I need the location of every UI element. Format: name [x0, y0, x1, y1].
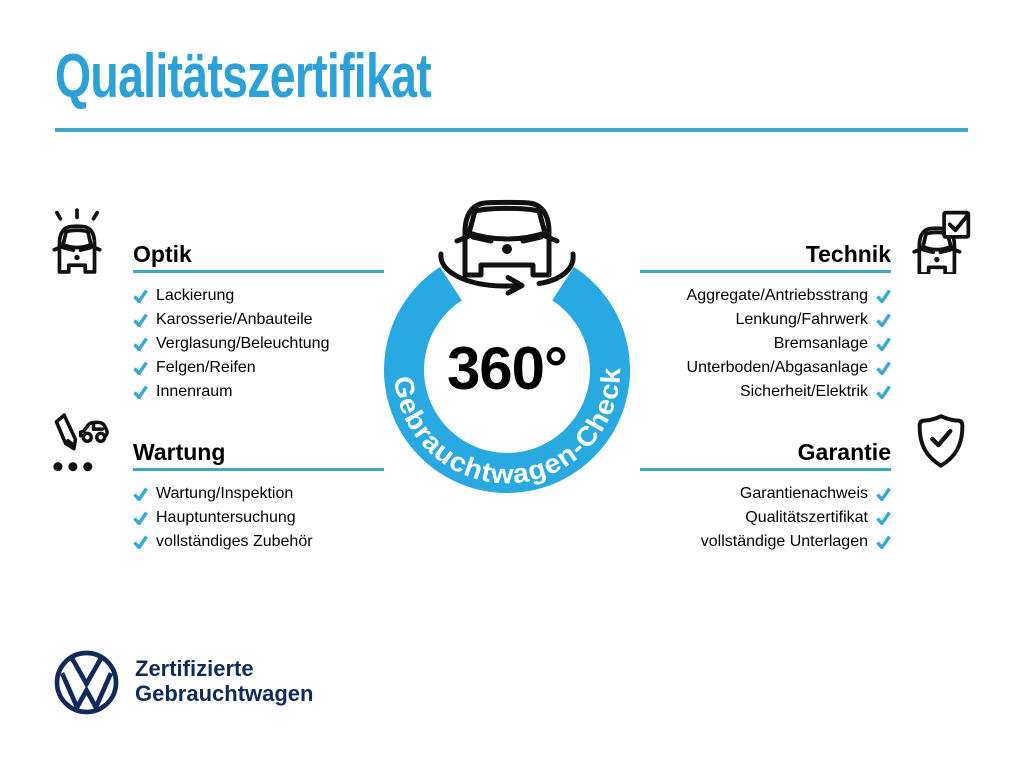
checklist-optik: [133, 284, 384, 404]
check-icon: [876, 361, 891, 375]
section-rule: [133, 270, 384, 273]
check-icon: [133, 289, 148, 303]
checklist-label: Sicherheit/Elektrik: [739, 383, 868, 400]
checklist-label: Verglasung/Beleuchtung: [156, 335, 330, 352]
brand-line1: Zertifizierte: [135, 656, 254, 681]
check-icon: [133, 385, 148, 399]
checklist-label: Lackierung: [156, 287, 235, 304]
checklist-label: Hauptuntersuchung: [156, 509, 296, 526]
checklist-label: vollständige Unterlagen: [700, 533, 868, 550]
section-title-optik: Optik: [133, 241, 192, 267]
section-title-garantie: Garantie: [797, 439, 891, 465]
check-icon: [876, 337, 891, 351]
checklist-label: Unterboden/Abgasanlage: [686, 359, 868, 376]
check-icon: [876, 289, 891, 303]
checklist-item: [640, 482, 891, 506]
checklist-item: [640, 380, 891, 404]
section-garantie: [640, 439, 891, 554]
checklist-item: [133, 482, 384, 506]
page-title: Qualitätszertifikat: [55, 42, 431, 111]
section-technik: [640, 241, 891, 404]
checklist-item: [640, 356, 891, 380]
checklist-item: [640, 332, 891, 356]
section-rule: [133, 468, 384, 471]
checklist-label: Karosserie/Anbauteile: [156, 311, 313, 328]
check-icon: [133, 511, 148, 525]
section-wartung: [133, 439, 384, 554]
check-icon: [133, 313, 148, 327]
checklist-label: Wartung/Inspektion: [156, 485, 294, 502]
checklist-item: [640, 506, 891, 530]
brand-text: [135, 656, 313, 706]
check-icon: [133, 535, 148, 549]
service-checklist-icon: [44, 410, 110, 476]
checklist-label: Aggregate/Antriebsstrang: [686, 287, 868, 304]
check-icon: [133, 361, 148, 375]
checklist-item: [640, 284, 891, 308]
section-optik: [133, 241, 384, 404]
checklist-label: Bremsanlage: [773, 335, 868, 352]
shield-check-icon: [908, 410, 974, 476]
checklist-item: [133, 356, 384, 380]
vw-logo: [53, 649, 120, 716]
checklist-item: [133, 380, 384, 404]
degree-label: 360°: [446, 335, 568, 402]
checklist-item: [133, 308, 384, 332]
checklist-item: [133, 506, 384, 530]
check-icon: [876, 385, 891, 399]
checklist-item: [133, 332, 384, 356]
check-icon: [876, 535, 891, 549]
section-title-wartung: Wartung: [133, 439, 226, 465]
car-rotation-icon: [441, 202, 573, 293]
section-title-technik: Technik: [805, 241, 891, 267]
check-icon: [876, 313, 891, 327]
checklist-item: [640, 308, 891, 332]
checklist-label: Lenkung/Fahrwerk: [735, 311, 868, 328]
checklist-label: Qualitätszertifikat: [745, 509, 868, 526]
car-shine-icon: [44, 208, 110, 274]
checklist-item: [640, 530, 891, 554]
check-icon: [133, 487, 148, 501]
car-checkbox-icon: [908, 208, 974, 274]
check-icon: [133, 337, 148, 351]
360-check-graphic: [375, 192, 639, 502]
brand-line2: Gebrauchtwagen: [135, 681, 314, 706]
checklist-wartung: [133, 482, 384, 554]
checklist-label: Garantienachweis: [739, 485, 868, 502]
check-icon: [876, 487, 891, 501]
checklist-label: Innenraum: [156, 383, 233, 400]
checklist-label: Felgen/Reifen: [156, 359, 256, 376]
checklist-technik: [640, 284, 891, 404]
section-rule: [640, 468, 891, 471]
checklist-item: [133, 530, 384, 554]
checklist-garantie: [640, 482, 891, 554]
ring-label: Gebrauchtwagen-Check: [387, 367, 627, 490]
checklist-item: [133, 284, 384, 308]
check-icon: [876, 511, 891, 525]
checklist-label: vollständiges Zubehör: [156, 533, 313, 550]
section-rule: [640, 270, 891, 273]
title-divider: [55, 128, 968, 132]
